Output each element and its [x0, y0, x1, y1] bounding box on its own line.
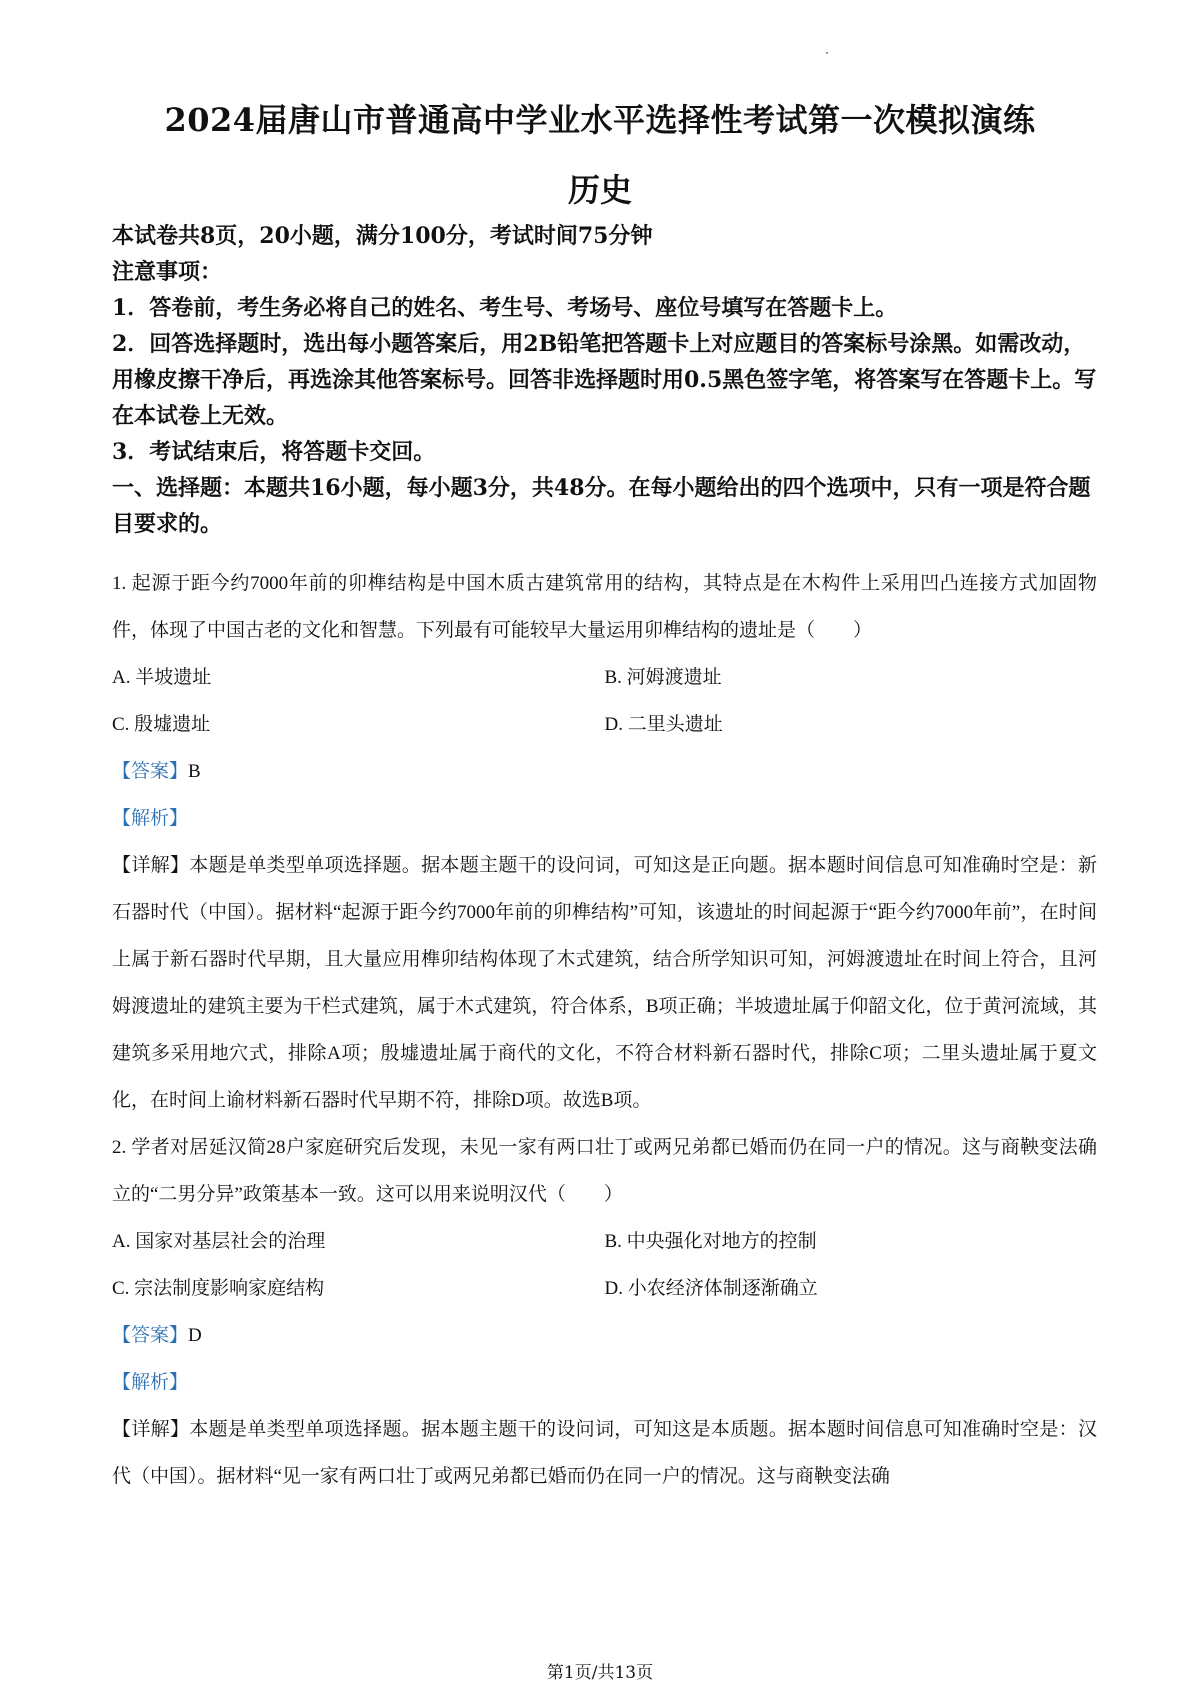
question-1-option-b: B. 河姆渡遗址	[604, 667, 722, 688]
question-2-detail	[112, 1406, 1097, 1500]
question-2-analysis	[112, 1359, 1097, 1406]
detail-tag: 【详解】	[112, 855, 190, 876]
instructions-block	[112, 218, 1097, 542]
question-2-stem: 2. 学者对居延汉简28户家庭研究后发现，未见一家有两口壮丁或两兄弟都已婚而仍在同一户的情况。这与商鞅变法确立的“二男分异”政策基本一致。这可以用来说明汉代（ ）	[112, 1137, 1097, 1205]
question-2-option-c: C. 宗法制度影响家庭结构	[112, 1278, 325, 1299]
section-heading: 一、选择题：本题共16小题，每小题3分，共48分。在每小题给出的四个选项中，只有一项是符合题目要求的。	[112, 475, 1091, 537]
question-1-detail	[112, 842, 1097, 1124]
notice-item-2: 2．回答选择题时，选出每小题答案后，用2B铅笔把答题卡上对应题目的答案标号涂黑。如需改动，用橡皮擦干净后，再选涂其他答案标号。回答非选择题时用0.5黑色签字笔，将答案写在答题卡上。写在本试卷上无效。	[112, 331, 1097, 429]
answer-tag: 【答案】	[112, 1325, 189, 1346]
page-number: 第1页/共13页	[546, 1663, 654, 1683]
question-2-option-a: A. 国家对基层社会的治理	[112, 1231, 326, 1252]
question-1-options	[112, 654, 1097, 748]
detail-tag: 【详解】	[112, 1419, 190, 1440]
notice-item-1: 1．答卷前，考生务必将自己的姓名、考生号、考场号、座位号填写在答题卡上。	[112, 295, 898, 321]
question-2-option-b: B. 中央强化对地方的控制	[604, 1231, 817, 1252]
analysis-tag: 【解析】	[112, 1372, 189, 1393]
question-2-options	[112, 1218, 1097, 1312]
scan-dot	[826, 52, 828, 54]
question-2-answer	[112, 1312, 1097, 1359]
question-1-answer	[112, 748, 1097, 795]
question-1-option-a: A. 半坡遗址	[112, 667, 212, 688]
question-1-analysis	[112, 795, 1097, 842]
question-1-stem: 1. 起源于距今约7000年前的卯榫结构是中国木质古建筑常用的结构，其特点是在木构件上采用凹凸连接方式加固物件，体现了中国古老的文化和智慧。下列最有可能较早大量运用卯榫结构的遗址是（ ）	[112, 573, 1097, 641]
exam-summary: 本试卷共8页，20小题，满分100分，考试时间75分钟	[112, 223, 653, 249]
question-1-option-d: D. 二里头遗址	[604, 714, 723, 735]
answer-value: D	[188, 1325, 202, 1346]
detail-text: 本题是单类型单项选择题。据本题主题干的设问词，可知这是正向题。据本题时间信息可知准确时空是：新石器时代（中国）。据材料“起源于距今约7000年前的卯榫结构”可知，该遗址的时间起源于“距今约7000年前”，在时间上属于新石器时代早期，且大量应用榫卯结构体现了木式建筑，结合所学知识可知，河姆渡遗址在时间上符合，且河姆渡遗址的建筑主要为干栏式建筑，属于木式建筑，符合体系，B项正确；半坡遗址属于仰韶文化，位于黄河流域，其建筑多采用地穴式，排除A项；殷墟遗址属于商代的文化，不符合材料新石器时代，排除C项；二里头遗址属于夏文化，在时间上谕材料新石器时代早期不符，排除D项。故选B项。	[112, 855, 1097, 1111]
answer-value: B	[188, 761, 201, 782]
questions-block	[112, 560, 1097, 1500]
exam-title: 2024届唐山市普通高中学业水平选择性考试第一次模拟演练	[164, 101, 1036, 139]
notice-heading: 注意事项：	[112, 259, 223, 285]
analysis-tag: 【解析】	[112, 808, 189, 829]
notice-item-3: 3．考试结束后，将答题卡交回。	[112, 439, 436, 465]
question-1-option-c: C. 殷墟遗址	[112, 714, 211, 735]
question-2-option-d: D. 小农经济体制逐渐确立	[604, 1278, 818, 1299]
detail-text: 本题是单类型单项选择题。据本题主题干的设问词，可知这是本质题。据本题时间信息可知准确时空是：汉代（中国）。据材料“见一家有两口壮丁或两兄弟都已婚而仍在同一户的情况。这与商鞅变法确	[112, 1419, 1097, 1487]
answer-tag: 【答案】	[112, 761, 189, 782]
subject-title: 历史	[567, 171, 632, 209]
